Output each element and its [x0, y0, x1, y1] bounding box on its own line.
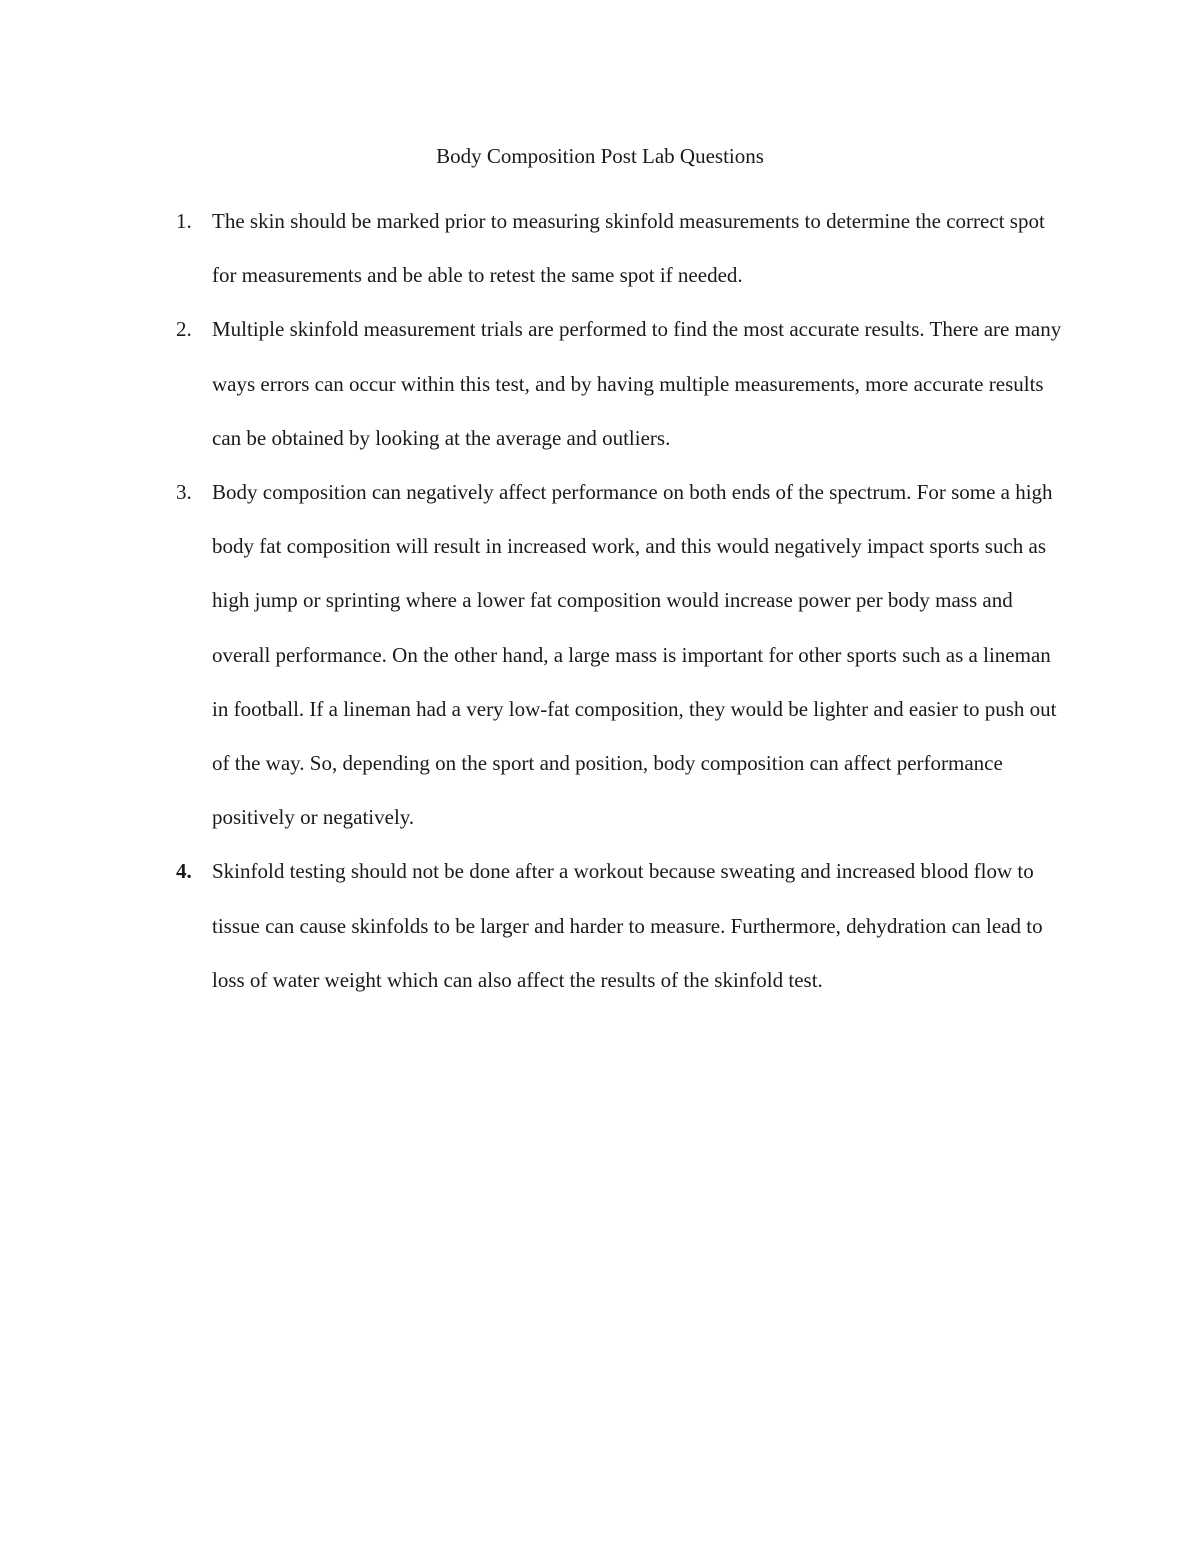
question-answer-text: Body composition can negatively affect performance on both ends of the spectrum. For some a high body fat composition will result in increased work, and this would negatively impact sports such as high jump or sprinting where a lower fat composition would increase power per body mass and overall performance. On the other hand, a large mass is important for other sports such as a lineman in football. If a lineman had a very low-fat composition, they would be lighter and easier to push out of the way. So, depending on the sport and position, body composition can affect performance positively or negatively.: [212, 480, 1057, 830]
question-item-1: [176, 194, 1072, 302]
question-answer-text: Skinfold testing should not be done after a workout because sweating and increased blood flow to tissue can cause skinfolds to be larger and harder to measure. Furthermore, dehydration can lead to loss of water weight which can also affect the results of the skinfold test.: [212, 859, 1043, 992]
question-number: 1.: [176, 209, 192, 233]
question-item-3: [176, 465, 1072, 844]
document-title: Body Composition Post Lab Questions: [436, 144, 764, 168]
question-list: [176, 194, 1072, 1007]
question-number: 4.: [176, 859, 192, 884]
question-answer-text: Multiple skinfold measurement trials are performed to find the most accurate results. There are many ways errors can occur within this test, and by having multiple measurements, more accurate results can be obtained by looking at the average and outliers.: [212, 317, 1062, 450]
question-number: 3.: [176, 480, 192, 505]
question-answer-text: The skin should be marked prior to measuring skinfold measurements to determine the correct spot for measurements and be able to retest the same spot if needed.: [212, 209, 1045, 288]
question-number: 2.: [176, 317, 192, 342]
question-item-4: [176, 844, 1072, 1007]
question-item-2: [176, 302, 1072, 465]
